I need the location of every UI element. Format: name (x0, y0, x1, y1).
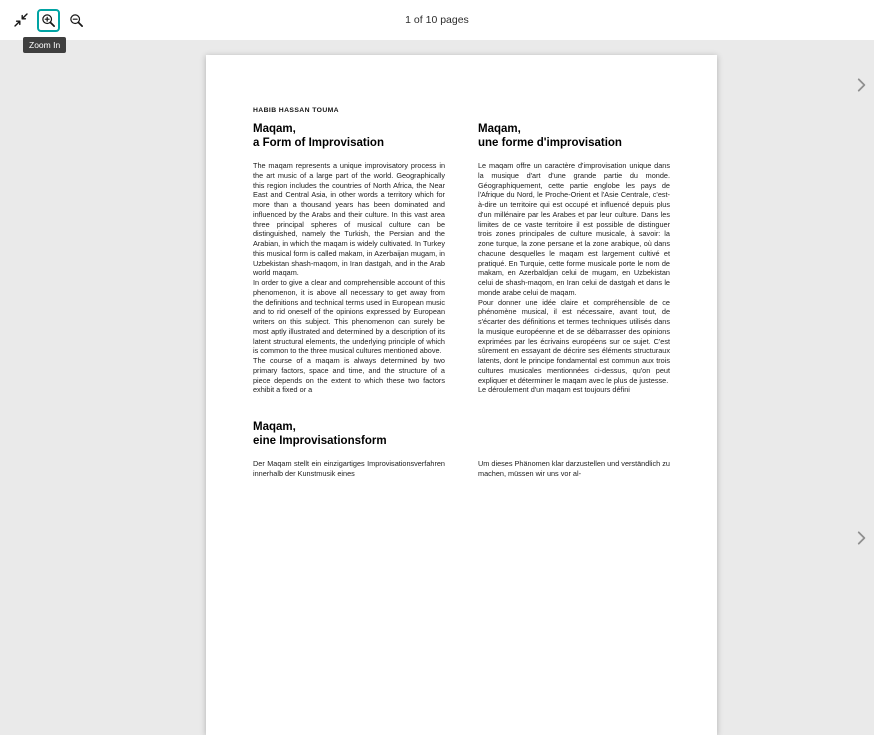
french-title-line2: une forme d'improvisation (478, 136, 622, 149)
english-title-line1: Maqam, (253, 123, 296, 135)
german-section (253, 421, 670, 479)
german-title-line2: eine Improvisationsform (253, 434, 387, 447)
english-column (253, 123, 445, 395)
page-content (206, 55, 717, 479)
next-page-button[interactable] (850, 74, 872, 96)
viewer-canvas (0, 40, 874, 546)
english-title-line2: a Form of Improvisation (253, 136, 384, 149)
french-title-line1: Maqam, (478, 123, 521, 135)
toolbar (0, 0, 874, 40)
german-column-left (253, 421, 445, 479)
english-title (253, 123, 445, 150)
zoom-in-tooltip: Zoom In (23, 37, 66, 53)
german-title (253, 421, 445, 448)
paragraph: Pour donner une idée claire et compréhensible de ce phénomène musical, il est nécessaire, avant tout, de s'écarter des définitions et termes techniques utilisés dans la musique européenne et de se débarrasser des opinions exprimées par les écrivains européens sur ce sujet. C'est sûrement en essayant de décrire ses éléments structuraux latents, dont le principe fondamental est commun aux trois cultures musicales mentionnées ci-dessus, qu'on peut expliquer et déterminer le maqam avec le plus de justesse. (478, 297, 670, 385)
paragraph: Der Maqam stellt ein einzigartiges Improvisationsverfahren innerhalb der Kunstmusik eines (253, 459, 445, 478)
chevron-right-icon (852, 529, 870, 547)
french-title (478, 123, 670, 150)
paragraph: Um dieses Phänomen klar darzustellen und verständlich zu machen, müssen wir uns vor al- (478, 459, 670, 478)
page-indicator: 1 of 10 pages (405, 14, 469, 26)
german-body-right (478, 459, 670, 479)
author-name: HABIB HASSAN TOUMA (253, 107, 339, 114)
german-title-line1: Maqam, (253, 421, 296, 433)
paragraph: Le déroulement d'un maqam est toujours défini (478, 385, 630, 395)
main-columns (253, 123, 670, 395)
paragraph: The maqam represents a unique improvisatory process in the art music of a large part of the world. Geographically this region includes the countries of North Africa, the Near East and Central Asia, in other words a territory which for more than a thousand years has been dominated and influenced by the Arabs and their culture. In this vast area three principal spheres of musical culture can be distinguished, namely the Turkish, the Persian and the Arabian, in which the maqam is widely cultivated. In Turkey this musical form is called makam, in Azerbaijan mugam, in Uzbekistan shash-maqom, in Iran dastgah, and in the Arab world maqam. (253, 161, 445, 278)
english-body (253, 161, 445, 395)
chevron-right-icon (852, 76, 870, 94)
german-column-right (478, 459, 670, 479)
paragraph: Le maqam offre un caractère d'improvisation unique dans la musique d'art d'une grande partie du monde. Géographiquement, cette partie englobe les pays de l'Afrique du Nord, le Proche-Orient et l'Asie Centrale, c'est-à-dire un territoire qui est occupé et influencé depuis plus d'un millénaire par les Arabes et par leur culture. Dans les limites de ce vaste territoire il est possible de distinguer trois zones principales de culture musicale, à savoir: la zone turque, la zone persane et la zone arabique, où dans chacune desquelles le maqam est largement cultivé et pratiqué. En Turquie, cette forme musicale porte le nom de makam, en Azerbaïdjan celui de mugam, en Uzbekistan celui de shash-maqom, en Iran celui de dastgah et dans le monde arabe celui de maqam. (478, 161, 670, 297)
french-body (478, 161, 670, 395)
french-column (478, 123, 670, 395)
paragraph: The course of a maqam is always determined by two primary factors, space and time, and the structure of a piece depends on the extent to which these two factors exhibit a fixed or a (253, 356, 445, 395)
german-body-left (253, 459, 445, 479)
paragraph: In order to give a clear and comprehensible account of this phenomenon, it is above all necessary to get away from the definitions and technical terms used in European music and to rid oneself of the opinions expressed by European writers on this subject. This phenomenon can surely be most aptly illustrated and determined by a description of its latent structural elements, the underlying principle of which is common to the three musical cultures mentioned above. (253, 278, 445, 356)
document-page (206, 55, 717, 735)
